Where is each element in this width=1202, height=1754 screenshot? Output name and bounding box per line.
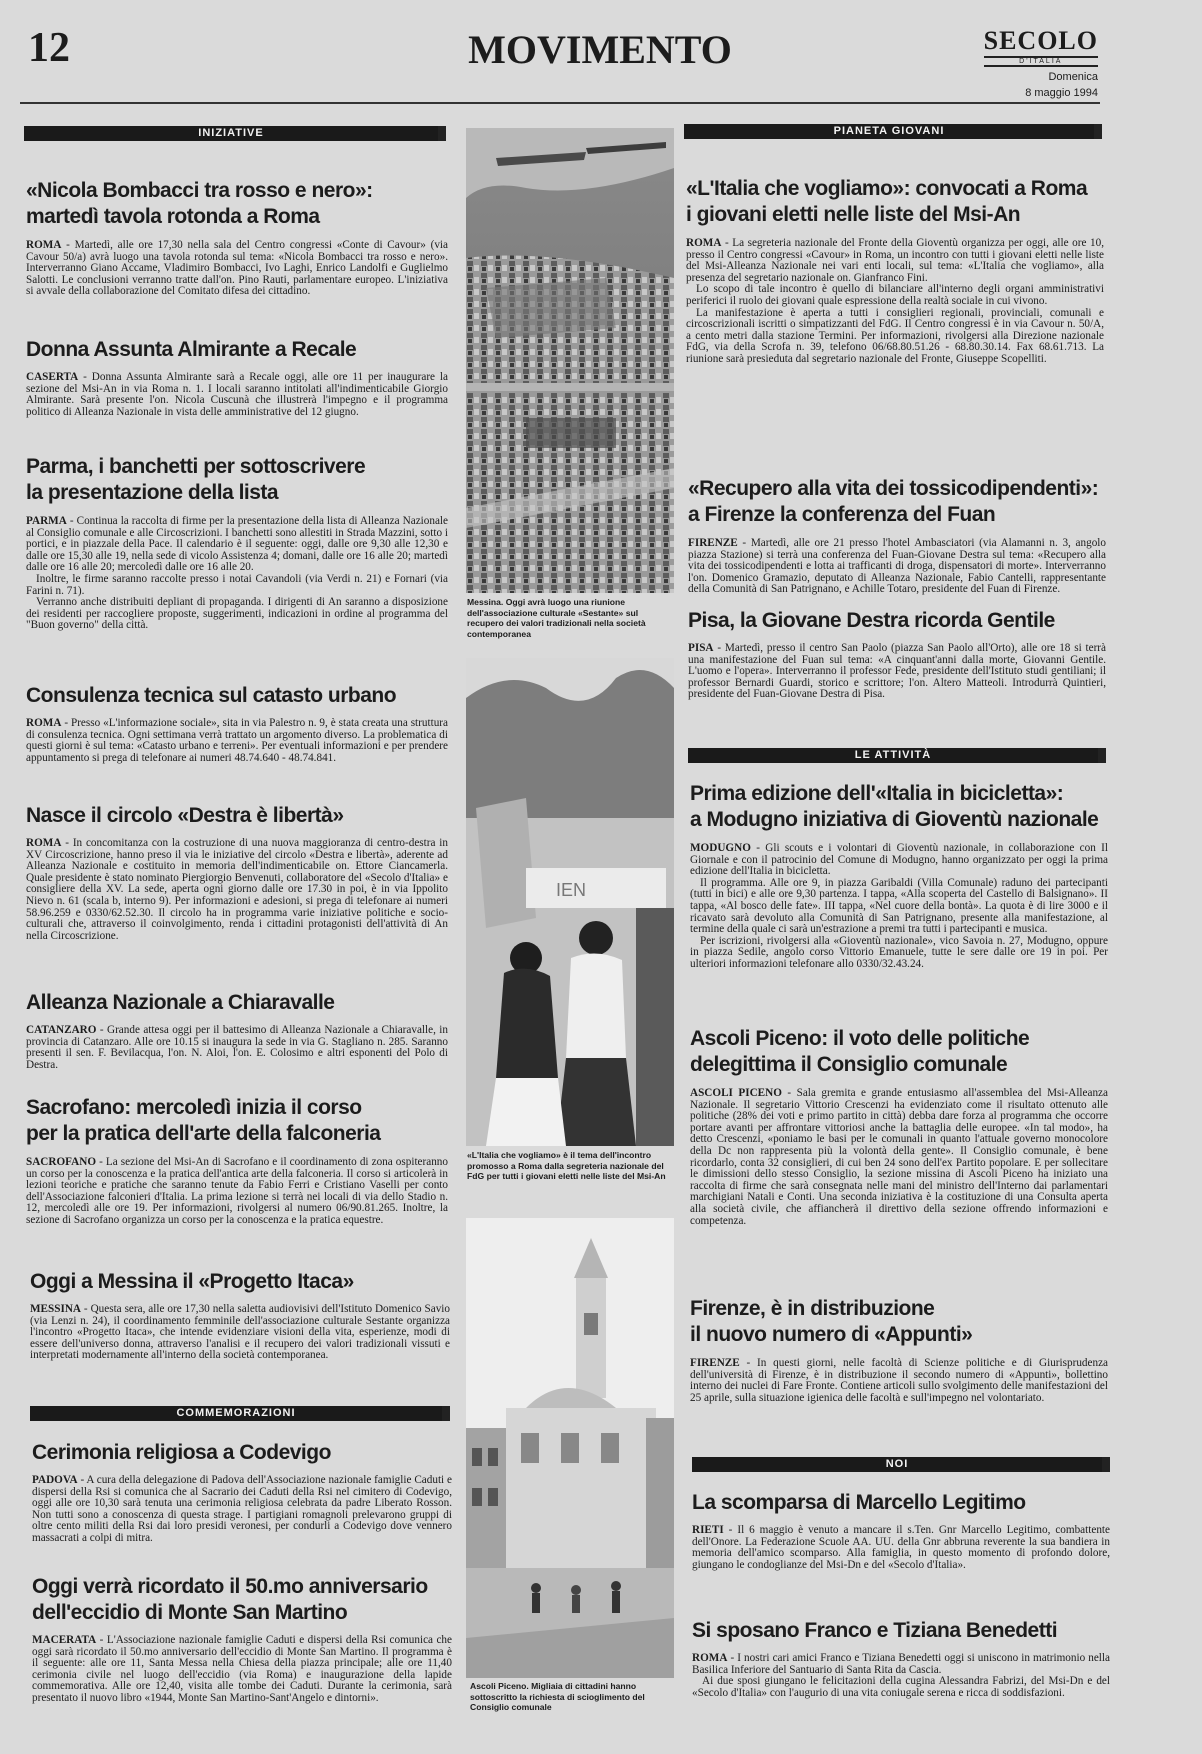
article-body-2: Inoltre, le firme saranno raccolte presso i notai Cavandoli (via Verdi n. 21) e Fornari (via Farini n. 71). bbox=[26, 572, 448, 597]
article-tossicodipendenti bbox=[688, 476, 1106, 596]
article-text: - Gli scouts e i volontari di Gioventù nazionale, in collaborazione con Il Giornale e con il patrocinio del Comune di Modugno, hanno organizzato per oggi la prima edizione dell'Italia in bicicletta. bbox=[690, 842, 1108, 878]
article-text: - Sala gremita e grande entusiasmo all'assemblea del Msi-Alleanza Nazionale. Il segretario Vittorio Crescenzi ha evidenziato come il risultato ottenuto alle politiche (28% dei voti e primo partito in città) debba dare forza al programma che occorre portare avanti per affrontare vittoriosi anche la battaglia delle europee. «In tal modo», ha detto Crescenzi, «poniamo le basi per le comunali in quanto l'attuale governo monocolore della Dc non rappresenta più la volontà della gente». Il Consiglio comunale, è bene ricordarlo, conta 32 consiglieri, di cui ben 24 sono dell'ex Partito popolare. E per sollecitare le dimissioni dello stesso Consiglio, la sezione missina di Ascoli Piceno ha iniziato una raccolta di firme che sarà consegnata nelle mani del ministro dell'Interno dai parlamentari marchigiani Natali e Conti. Una seconda iniziativa è la costituzione di una Consulta aperta alla società civile, che affiancherà il direttivo della sezione offrendo informazioni e competenza. bbox=[690, 1087, 1108, 1227]
article-legitimo bbox=[692, 1490, 1110, 1571]
headline: Ascoli Piceno: il voto delle politiche bbox=[690, 1027, 1030, 1050]
article-destra-liberta bbox=[26, 803, 448, 942]
article-italia-che-vogliamo bbox=[686, 176, 1104, 366]
headline: La scomparsa di Marcello Legitimo bbox=[692, 1491, 1026, 1514]
article-text: - Grande attesa oggi per il battesimo di Alleanza Nazionale a Chiaravalle, in provincia di Catanzaro. Alle ore 10.15 si inaugura la sede in via G. Stagliano n. 285. Saranno presenti il sen. F. Bevilacqua, l'on. N. Aloi, l'on. E. Colosimo e altri esponenti del Polo di Destra. bbox=[26, 1024, 448, 1071]
masthead-logo-sub: D'ITALIA bbox=[984, 58, 1098, 67]
page-number: 12 bbox=[28, 25, 70, 71]
article-bombacci bbox=[26, 178, 448, 298]
headline: Firenze, è in distribuzione bbox=[690, 1297, 935, 1320]
article-text: - I nostri cari amici Franco e Tiziana Benedetti oggi si uniscono in matrimonio nella Basilica Inferiore del Santuario di Santa Rita da Cascia. bbox=[692, 1652, 1110, 1676]
photo-caption-italia: «L'Italia che vogliamo» è il tema dell'incontro promosso a Roma dalla segreteria nazionale del FdG per tutti i giovani eletti nelle liste del Msi-An bbox=[467, 1150, 666, 1181]
article-body bbox=[692, 1653, 1110, 1676]
article-body bbox=[688, 643, 1106, 701]
band-attivita-wrap bbox=[688, 748, 1106, 763]
article-body bbox=[690, 1358, 1108, 1404]
article-text: - Presso «L'informazione sociale», sita in via Palestro n. 9, è stata creata una struttura di consulenza tecnica. Ogni settimana verrà trattato un argomento diverso. La problematica di questi giorni è sul tema: «Catasto urbano e terreni». Per eventuali informazioni e per prendere appuntamento si prega di telefonare ai numeri 48.74.640 - 48.74.841. bbox=[26, 717, 448, 764]
article-body-3: La manifestazione è aperta a tutti i consiglieri regionali, provinciali, comunali e circoscrizionali iscritti o simpatizzanti del FdG. Il Centro congressi è in via Cavour n. 50/A, a cento metri dalla stazione Termini. Per informazioni, rivolgersi alla Direzione nazionale FdG, via della Scrofa n. 39, telefono 06/68.80.51.26 - 68.80.30.14. Fax 68.61.713. La riunione sarà presieduta dal segretario nazionale del Fronte, Giuseppe Scopelliti. bbox=[686, 306, 1104, 365]
article-body bbox=[32, 1475, 452, 1545]
masthead-logo: SECOLO bbox=[984, 26, 1098, 58]
headline: delegittima il Consiglio comunale bbox=[690, 1053, 1008, 1076]
photo-caption-messina: Messina. Oggi avrà luogo una riunione dell'associazione culturale «Sestante» sul recupero dei valori tradizionali nella società contemporanea bbox=[467, 597, 646, 639]
article-body-3: Per iscrizioni, rivolgersi alla «Gioventù nazionale», vico Savoia n. 27, Modugno, oppure in piazza Sedile, angolo corso Vittorio Emanuele, tutte le sere dalle ore 19 in poi. Per ulteriori informazioni telefonare allo 0330/32.43.24. bbox=[690, 934, 1108, 970]
band-iniziative: INIZIATIVE bbox=[24, 126, 446, 141]
article-body bbox=[26, 838, 448, 942]
headline: Consulenza tecnica sul catasto urbano bbox=[26, 684, 397, 707]
article-parma bbox=[26, 454, 448, 632]
band-commemorazioni: COMMEMORAZIONI bbox=[30, 1406, 450, 1421]
dateline: CATANZARO bbox=[26, 1024, 97, 1036]
headline: dell'eccidio di Monte San Martino bbox=[32, 1601, 348, 1624]
photo-young-people bbox=[466, 658, 674, 1146]
article-almirante bbox=[26, 337, 448, 418]
band-noi-wrap bbox=[692, 1457, 1110, 1472]
headline: «Nicola Bombacci tra rosso e nero»: bbox=[26, 179, 373, 202]
article-text: - Questa sera, alle ore 17,30 nella saletta audiovisivi dell'Istituto Domenico Savio (via Lenzi n. 24), il coordinamento femminile dell'associazione culturale Sestante organizza l'incontro «Progetto Itaca», che intende evidenziare visioni della vita, esperienze, modi di essere dell'universo donna, attraverso l'analisi e il recupero dei valori tradizionali vissuti e interpretati modernamente all'interno della società contemporanea. bbox=[30, 1303, 450, 1362]
dateline: FIRENZE bbox=[690, 1357, 740, 1369]
headline: a Firenze la conferenza del Fuan bbox=[688, 503, 996, 526]
article-body bbox=[690, 1088, 1108, 1227]
article-sacrofano bbox=[26, 1095, 448, 1227]
headline: Cerimonia religiosa a Codevigo bbox=[32, 1441, 331, 1464]
article-text: - Donna Assunta Almirante sarà a Recale oggi, alle ore 11 per inaugurare la sezione del Msi-An in via Roma n. 1. I locali saranno intitolati all'indimenticabile Giorgio Almirante. Sarà presente l'on. Nicola Cuscunà che illustrerà l'impegno e il programma politico di Alleanza Nazionale in vista delle amministrative del 12 giugno. bbox=[26, 371, 448, 418]
masthead-day: Domenica bbox=[1048, 71, 1098, 83]
article-catasto bbox=[26, 683, 448, 764]
article-text: - Martedì, alle ore 21 presso l'hotel Ambasciatori (via Alamanni n. 3, angolo piazza Stazione) si terrà una conferenza del Fuan-Giovane Destra sul tema: «Recupero alla vita dei tossicodipendenti e lotta ai trafficanti di droga, dispensatori di morte». Interverranno l'on. Domenico Gramazio, deputato di Alleanza Nazionale, Fabio Cantelli, rappresentante della Comunità di San Patrignano, e Achille Totaro, presidente del Fuan di Firenze. bbox=[688, 537, 1106, 596]
dateline: PISA bbox=[688, 642, 714, 654]
article-body-2: Il programma. Alle ore 9, in piazza Garibaldi (Villa Comunale) raduno dei partecipanti (tutti in bici) e alle ore 9,30 partenza. I tappa, «Alla scoperta del Castello di Balsignano». II tappa, «Al bosco delle fate». III tappa, «Nel cuore della bontà». La quota è di lire 3000 e il ricavato sarà devoluto alla Comunità di San Patrignano, presente alla manifestazione, al termine della quale ci sarà un'estrazione a premi tra tutti i partecipanti e musica. bbox=[690, 876, 1108, 936]
headline: «L'Italia che vogliamo»: convocati a Roma bbox=[686, 177, 1088, 200]
photo-church bbox=[466, 1218, 674, 1678]
article-italia-in-bicicletta bbox=[690, 781, 1108, 971]
headline: Oggi verrà ricordato il 50.mo anniversario bbox=[32, 1575, 428, 1598]
band-pianeta-giovani: PIANETA GIOVANI bbox=[684, 124, 1102, 139]
dateline: ROMA bbox=[26, 239, 62, 251]
headline: a Modugno iniziativa di Gioventù nazionale bbox=[690, 808, 1099, 831]
article-text: - Il 6 maggio è venuto a mancare il s.Ten. Gnr Marcello Legitimo, combattente dell'Onore. La Federazione Scuole AA. UU. della Gnr abbruna reverente la sua bandiera in memoria dell'amico scomparso. Alla famiglia, in questo momento di profondo dolore, giungano le condoglianze del Msi-Dn e del «Secolo d'Italia». bbox=[692, 1524, 1110, 1571]
dateline: MACERATA bbox=[32, 1634, 97, 1646]
headline: Oggi a Messina il «Progetto Itaca» bbox=[30, 1270, 354, 1293]
article-chiaravalle bbox=[26, 990, 448, 1071]
headline: la presentazione della lista bbox=[26, 481, 279, 504]
article-body bbox=[688, 538, 1106, 596]
header-rule bbox=[20, 102, 1100, 104]
headline: Nasce il circolo «Destra è libertà» bbox=[26, 804, 344, 827]
article-body bbox=[26, 372, 448, 418]
dateline: FIRENZE bbox=[688, 537, 738, 549]
masthead-date: 8 maggio 1994 bbox=[1025, 87, 1098, 99]
article-text: - A cura della delegazione di Padova dell'Associazione nazionale famiglie Caduti e dispersi della Rsi si comunica che al Sacrario dei Caduti della Rsi nel cimitero di Codevigo, oggi alle ore 10,30 sarà tenuta una cerimonia religiosa celebrata da padre Liberato Rosson. Non tutti sono a conoscenza di questa strage. I partigiani romagnoli prelevarono gruppi di oltre cento militi della Rsi dai loro presidi veronesi, per condurli a Codevigo dove vennero massacrati a colpi di mitra. bbox=[32, 1474, 452, 1544]
dateline: RIETI bbox=[692, 1524, 724, 1536]
article-text: - Continua la raccolta di firme per la presentazione della lista di Alleanza Nazionale al Consiglio comunale e alle Circoscrizioni. I banchetti sono allestiti in Strada Mazzini, sotto i portici, e in piazzale della Pace. Il calendario è il seguente: oggi, dalle ore 9,30 alle 12,30 e dalle ore 15,30 alle 19, nella sede di vicolo Assistenza 4; domani, dalle ore 16 alle 20; martedì dalle ore 16 alle 20; mercoledì dalle ore 16 alle 20. bbox=[26, 515, 448, 574]
dateline: ASCOLI PICENO bbox=[690, 1087, 782, 1099]
headline: Prima edizione dell'«Italia in bicicletta»: bbox=[690, 782, 1064, 805]
photo-caption-ascoli: Ascoli Piceno. Migliaia di cittadini hanno sottoscritto la richiesta di scioglimento del Consiglio comunale bbox=[470, 1681, 645, 1712]
dateline: CASERTA bbox=[26, 371, 79, 383]
article-body-2: Lo scopo di tale incontro è quello di bilanciare all'interno degli organi amministrativi periferici il ruolo dei giovani quale espressione della realtà sociale in cui vivono. bbox=[686, 283, 1104, 307]
band-commemorazioni-wrap bbox=[30, 1406, 450, 1421]
article-appunti bbox=[690, 1296, 1108, 1404]
dateline: ROMA bbox=[686, 237, 722, 249]
article-body-3: Verranno anche distribuiti depliant di propaganda. I dirigenti di An saranno a disposizione dei residenti per raccogliere proposte, suggerimenti, indicazioni in ordine al programma del "Buon governo" della città. bbox=[26, 596, 448, 632]
dateline: ROMA bbox=[26, 837, 62, 849]
article-text: - In questi giorni, nelle facoltà di Scienze politiche e di Giurisprudenza dell'università di Firenze, è in distribuzione il secondo numero di «Appunti», bollettino interno dei nuclei di Fare Fronte. Contiene articoli sullo svolgimento delle manifestazioni del 25 aprile, sulla situazione igienica delle facoltà e sull'impegno nel volontariato. bbox=[690, 1357, 1108, 1404]
headline: Pisa, la Giovane Destra ricorda Gentile bbox=[688, 609, 1055, 632]
article-codevigo bbox=[32, 1440, 452, 1545]
headline: Alleanza Nazionale a Chiaravalle bbox=[26, 991, 335, 1014]
article-body bbox=[26, 718, 448, 764]
headline: Parma, i banchetti per sottoscrivere bbox=[26, 455, 366, 478]
article-body bbox=[32, 1635, 452, 1705]
dateline: MESSINA bbox=[30, 1303, 81, 1315]
article-messina bbox=[30, 1269, 450, 1362]
article-body bbox=[26, 1157, 448, 1227]
band-le-attivita: LE ATTIVITÀ bbox=[688, 748, 1106, 763]
article-body-2: Ai due sposi giungano le felicitazioni della cugina Alessandra Fabrizi, del Msi-Dn e del «Secolo d'Italia» con l'augurio di una vita coniugale serena e ricca di soddisfazioni. bbox=[692, 1675, 1110, 1699]
dateline: ROMA bbox=[26, 717, 62, 729]
headline: Si sposano Franco e Tiziana Benedetti bbox=[692, 1619, 1058, 1642]
band-pianeta-wrap bbox=[684, 124, 1102, 139]
article-monte-san-martino bbox=[32, 1574, 452, 1705]
article-pisa-gentile bbox=[688, 608, 1106, 701]
headline: i giovani eletti nelle liste del Msi-An bbox=[686, 203, 1021, 226]
article-body bbox=[26, 240, 448, 298]
section-title: MOVIMENTO bbox=[468, 27, 732, 72]
dateline: SACROFANO bbox=[26, 1156, 97, 1168]
headline: Sacrofano: mercoledì inizia il corso bbox=[26, 1096, 362, 1119]
headline: il nuovo numero di «Appunti» bbox=[690, 1323, 973, 1346]
article-text: - In concomitanza con la costruzione di una nuova maggioranza di centro-destra in XV Circoscrizione, hanno preso il via le iniziative del circolo «Destra e libertà», aderente ad Alleanza Nazionale e costituito in memoria dell'indimenticabile on. Ettore Ciancamerla. Quale presidente è stato nominato Piergiorgio Benvenuti, collaboratore del «Secolo d'Italia» e consigliere della XV. La sede, aperta ogni giorno dalle ore 17.30 in poi, è in via Ippolito Nievo n. 61 (scala b, interno 9). Per informazioni e adesioni, si prega di telefonare ai numeri 58.96.259 e 0330/62.52.30. Il circolo ha in programma varie iniziative politiche e socio-culturali che, attraverso il coinvolgimento, renda i cittadini protagonisti dell'attività di An nella Circoscrizione. bbox=[26, 837, 448, 942]
article-body bbox=[686, 238, 1104, 284]
article-body bbox=[26, 1025, 448, 1071]
headline: per la pratica dell'arte della falconeria bbox=[26, 1122, 381, 1145]
photo-harbor bbox=[466, 128, 674, 593]
article-body bbox=[692, 1525, 1110, 1571]
article-text: - Martedì, presso il centro San Paolo (piazza San Paolo all'Orto), alle ore 18 si terrà una manifestazione del Fuan sul tema: «A cinquant'anni dalla morte, Giovanni Gentile. L'uomo e l'opera». Interverranno il professor Fede, presidente dell'Istituto studi gentiliani; il professor Bernardi Guardi, storico e scrittore; l'on. Altero Matteoli. Introdurrà Quintieri, presidente del Fuan-Giovane Destra di Pisa. bbox=[688, 642, 1106, 701]
masthead bbox=[984, 26, 1098, 99]
article-benedetti bbox=[692, 1618, 1110, 1699]
article-body bbox=[690, 843, 1108, 878]
headline: «Recupero alla vita dei tossicodipendenti»: bbox=[688, 477, 1099, 500]
headline: martedì tavola rotonda a Roma bbox=[26, 205, 320, 228]
article-text: - La sezione del Msi-An di Sacrofano e il coordinamento di zona ospiteranno un corso per la conoscenza e la pratica dell'antica arte della falconeria. Il corso si articolerà in lezioni teoriche e pratiche che saranno tenute da Fabio Ferri e Cristiano Vaselli per conto dell'Associazione falconieri d'Italia. La prima lezione si terrà nei locali di via dello Stadio n. 12, mercoledì alle ore 19. Per informazioni, rivolgersi al numero 06/90.81.265. Inoltre, la sezione di Sacrofano organizza un corso per la conoscenza e la pratica equestre. bbox=[26, 1156, 448, 1226]
article-text: - La segreteria nazionale del Fronte della Gioventù organizza per oggi, alle ore 10, presso il Centro congressi «Cavour» in Roma, un incontro con tutti i giovani eletti nelle liste del Msi-Alleanza Nazionale nei vari enti locali, sul tema: «L'Italia che vogliamo», alla presenza del segretario nazionale on. Gianfranco Fini. bbox=[686, 237, 1104, 284]
dateline: PARMA bbox=[26, 515, 67, 527]
dateline: PADOVA bbox=[32, 1474, 78, 1486]
article-body bbox=[26, 516, 448, 574]
article-text: - L'Associazione nazionale famiglie Caduti e dispersi della Rsi comunica che oggi sarà ricordato il 50.mo anniversario dell'eccidio di Monte San Martino. Il programma è il seguente: alle ore 11, Santa Messa nella Chiesa della piazza principale; alle ore 11,40 cerimonia civile nel luogo dell'eccidio (via Roma) e inaugurazione della lapide commemorativa. Alle ore 12,40, visita alle tombe dei Caduti. Durante la cerimonia, sarà presentato il nuovo libro «1944, Monte San Martino-Sant'Angelo e dintorni». bbox=[32, 1634, 452, 1704]
dateline: MODUGNO bbox=[690, 842, 751, 854]
dateline: ROMA bbox=[692, 1652, 728, 1664]
article-body bbox=[30, 1304, 450, 1362]
left-column bbox=[24, 126, 446, 141]
band-noi: NOI bbox=[692, 1457, 1110, 1472]
article-ascoli-piceno bbox=[690, 1026, 1108, 1227]
svg-text:IEN: IEN bbox=[556, 880, 587, 900]
headline: Donna Assunta Almirante a Recale bbox=[26, 338, 357, 361]
article-text: - Martedì, alle ore 17,30 nella sala del Centro congressi «Conte di Cavour» (via Cavour 50/a) avrà luogo una tavola rotonda sul tema: «Nicola Bombacci tra rosso e nero». Interverranno Giano Accame, Vladimiro Bombacci, Ivo Laghi, Enrico Landolfi e Guglielmo Salotti. Le conclusioni verranno tratte dall'on. Pino Rauti, parlamentare europeo. L'iniziativa si avvale della collaborazione del Comitato difesa dei cittadino. bbox=[26, 239, 448, 298]
